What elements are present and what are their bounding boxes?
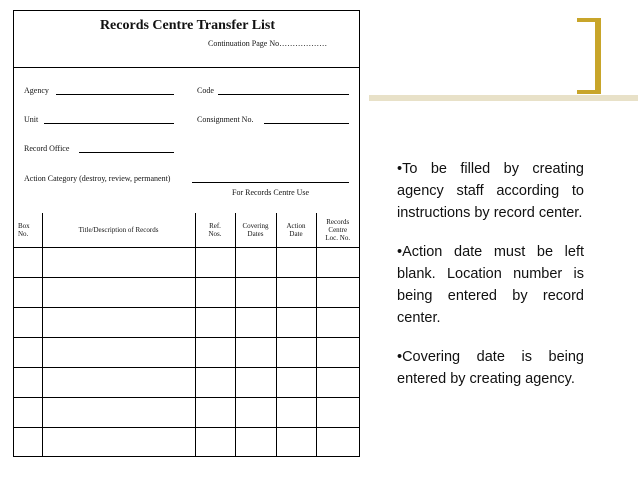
table-cell bbox=[316, 428, 359, 458]
table-row bbox=[14, 248, 359, 278]
table-cell bbox=[14, 278, 42, 308]
action-category-label: Action Category (destroy, review, permanent) bbox=[24, 174, 171, 183]
table-cell bbox=[42, 278, 195, 308]
transfer-list-form bbox=[13, 10, 360, 457]
table-cell bbox=[195, 338, 235, 368]
table-cell bbox=[235, 308, 276, 338]
table-body bbox=[14, 248, 359, 458]
table-cell bbox=[235, 368, 276, 398]
table-cell bbox=[195, 248, 235, 278]
table-cell bbox=[235, 338, 276, 368]
header-divider bbox=[14, 67, 359, 68]
note-item: •Action date must be left blank. Location number is being entered by record center. bbox=[397, 244, 584, 326]
table-cell bbox=[316, 308, 359, 338]
col-location-no: Records Centre Loc. No. bbox=[316, 213, 359, 248]
table-row bbox=[14, 338, 359, 368]
unit-label: Unit bbox=[24, 115, 39, 124]
code-field-line bbox=[218, 94, 349, 95]
table-cell bbox=[276, 368, 316, 398]
table-cell bbox=[276, 398, 316, 428]
col-action-date: Action Date bbox=[276, 213, 316, 248]
continuation-page-label: Continuation Page No……………… bbox=[208, 39, 328, 48]
table-cell bbox=[276, 428, 316, 458]
table-cell bbox=[14, 308, 42, 338]
table-row bbox=[14, 368, 359, 398]
agency-label: Agency bbox=[24, 86, 49, 95]
table-cell bbox=[195, 428, 235, 458]
table-cell bbox=[195, 398, 235, 428]
table-header-row bbox=[14, 213, 359, 248]
table-cell bbox=[14, 368, 42, 398]
table-cell bbox=[235, 278, 276, 308]
unit-field-line bbox=[44, 123, 174, 124]
notes-panel bbox=[397, 158, 584, 407]
table-row bbox=[14, 308, 359, 338]
table-cell bbox=[42, 248, 195, 278]
table-row bbox=[14, 428, 359, 458]
table-cell bbox=[195, 368, 235, 398]
records-centre-use-label: For Records Centre Use bbox=[232, 188, 310, 197]
table-cell bbox=[235, 398, 276, 428]
table-cell bbox=[14, 398, 42, 428]
table-cell bbox=[316, 368, 359, 398]
table-cell bbox=[276, 308, 316, 338]
table-cell bbox=[276, 248, 316, 278]
col-title-description: Title/Description of Records bbox=[42, 213, 195, 248]
table-cell bbox=[42, 308, 195, 338]
record-office-label: Record Office bbox=[24, 144, 70, 153]
table-cell bbox=[42, 338, 195, 368]
table-cell bbox=[235, 428, 276, 458]
table-cell bbox=[316, 278, 359, 308]
table-cell bbox=[42, 398, 195, 428]
note-item: •Covering date is being entered by creating agency. bbox=[397, 349, 584, 387]
note-item: •To be filled by creating agency staff according to instructions by record center. bbox=[397, 161, 584, 221]
col-box-no: Box No. bbox=[14, 213, 42, 248]
table-cell bbox=[42, 428, 195, 458]
accent-band bbox=[369, 95, 638, 101]
table-cell bbox=[316, 248, 359, 278]
consignment-field-line bbox=[264, 123, 349, 124]
col-ref-nos: Ref. Nos. bbox=[195, 213, 235, 248]
table-cell bbox=[276, 278, 316, 308]
corner-bracket-decoration bbox=[577, 18, 601, 94]
table-cell bbox=[195, 308, 235, 338]
table-cell bbox=[14, 338, 42, 368]
action-category-field-line bbox=[192, 182, 349, 183]
form-title: Records Centre Transfer List bbox=[99, 18, 276, 33]
record-office-field-line bbox=[79, 152, 174, 153]
table-row bbox=[14, 278, 359, 308]
table-cell bbox=[14, 428, 42, 458]
table-cell bbox=[235, 248, 276, 278]
agency-field-line bbox=[56, 94, 174, 95]
table-row bbox=[14, 398, 359, 428]
consignment-label: Consignment No. bbox=[197, 115, 254, 124]
records-table bbox=[14, 213, 359, 457]
table-cell bbox=[14, 248, 42, 278]
table-cell bbox=[316, 338, 359, 368]
table-cell bbox=[316, 398, 359, 428]
col-covering-dates: Covering Dates bbox=[235, 213, 276, 248]
table-cell bbox=[276, 338, 316, 368]
code-label: Code bbox=[197, 86, 214, 95]
table-cell bbox=[195, 278, 235, 308]
table-cell bbox=[42, 368, 195, 398]
